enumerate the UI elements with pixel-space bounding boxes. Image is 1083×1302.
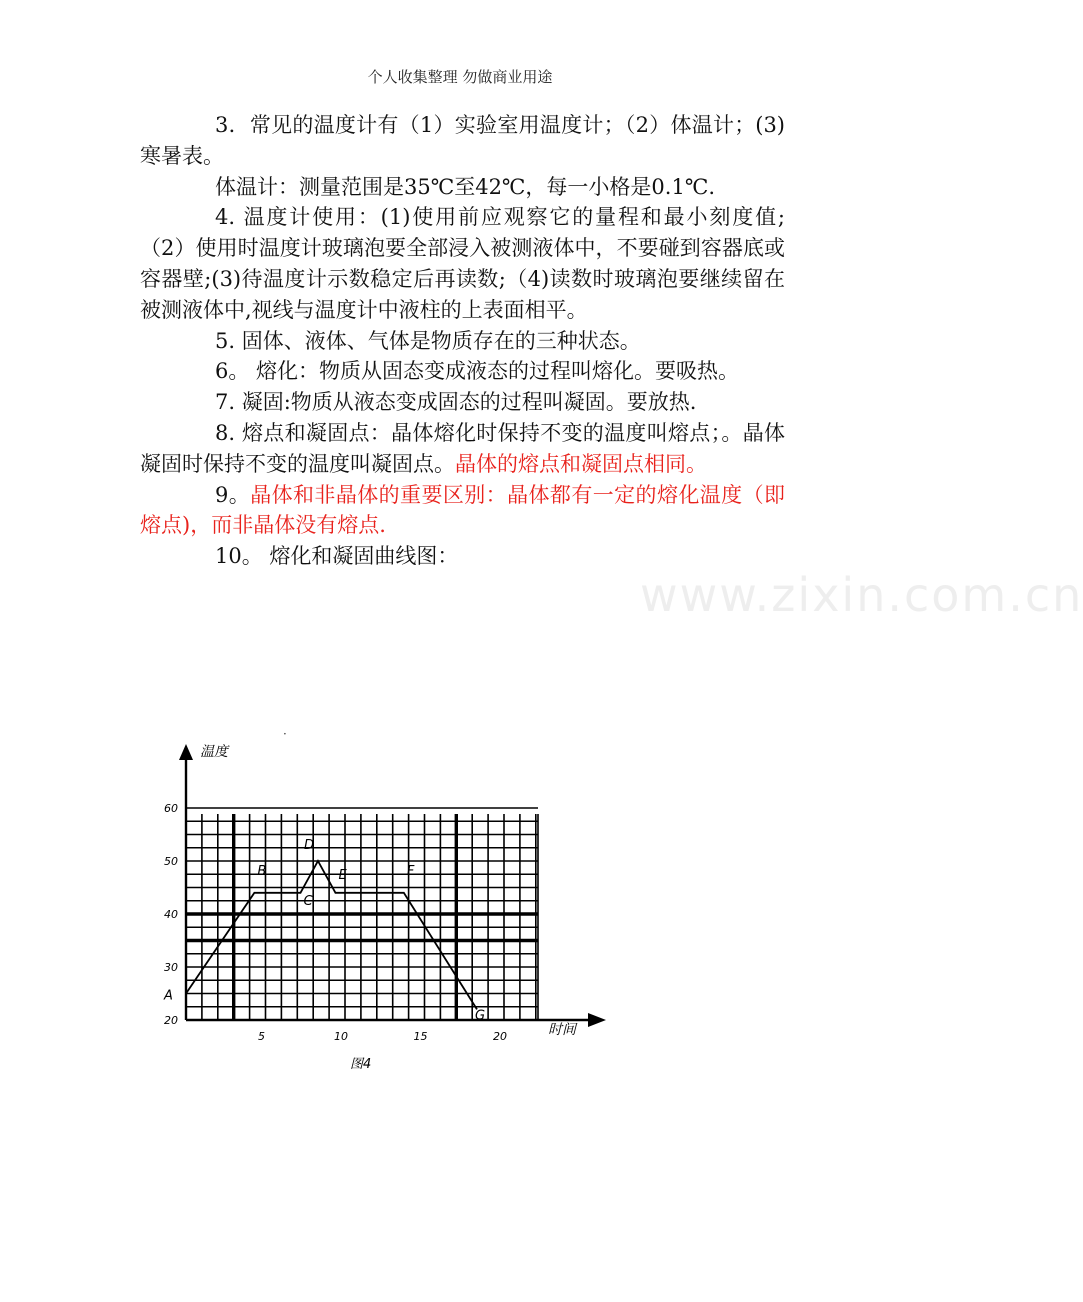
- paragraph-9: [140, 480, 785, 542]
- point-label-b: B: [257, 863, 267, 879]
- point-label-e: E: [338, 867, 347, 883]
- chart-grid: [186, 808, 538, 1020]
- y-tick-label: 50: [164, 855, 178, 868]
- paragraph-4: 4. 温度计使用：(1)使用前应观察它的量程和最小刻度值;（2）使用时温度计玻璃泡要全部浸入被测液体中，不要碰到容器底或容器壁;(3)待温度计示数稳定后再读数;（4)读数时玻璃泡要继续留在被测液体中,视线与温度计中液柱的上表面相平。: [140, 205, 785, 322]
- melting-curve: [186, 861, 477, 1009]
- y-tick-label: 30: [164, 961, 178, 974]
- x-tick-label: 10: [334, 1030, 348, 1043]
- y-tick-label: 20: [164, 1014, 178, 1027]
- paragraph-9-number: 9。: [215, 482, 251, 507]
- paragraph-6: 6。 熔化：物质从固态变成液态的过程叫熔化。要吸热。: [215, 359, 740, 384]
- point-label-g: G: [474, 1008, 486, 1024]
- point-label-a: A: [164, 988, 173, 1004]
- point-label-f: F: [406, 863, 415, 879]
- y-axis-arrow: [179, 744, 193, 760]
- paragraph-7: 7. 凝固:物质从液态变成固态的过程叫凝固。要放热.: [215, 390, 697, 415]
- x-tick-label: 20: [493, 1030, 507, 1043]
- watermark: www.zixin.com.cn: [640, 568, 1083, 622]
- paragraph-8-text: 8. 熔点和凝固点：晶体熔化时保持不变的温度叫熔点；。晶体凝固时保持不变的温度叫凝固点。: [140, 420, 785, 476]
- paragraph-8-highlight: 晶体的熔点和凝固点相同。: [455, 451, 707, 476]
- paragraph-9-highlight: 晶体和非晶体的重要区别：晶体都有一定的熔化温度（即熔点)，而非晶体没有熔点.: [140, 482, 785, 538]
- point-label-c: C: [303, 893, 313, 909]
- chart-line: [186, 861, 477, 1009]
- melting-curve-chart: [150, 730, 620, 1080]
- paragraph-8: [140, 418, 785, 480]
- page-header: 个人收集整理 勿做商业用途: [367, 68, 553, 86]
- chart-caption: 图4: [350, 1057, 372, 1072]
- y-axis-label: 温度: [200, 744, 228, 760]
- x-axis-arrow: [588, 1013, 606, 1027]
- chart-labels: [163, 744, 578, 1072]
- document-body: [140, 110, 785, 572]
- paragraph-3b: 体温计：测量范围是35℃至42℃，每一小格是0.1℃.: [215, 174, 715, 199]
- paragraph-5: 5. 固体、液体、气体是物质存在的三种状态。: [215, 328, 641, 353]
- x-tick-label: 5: [258, 1030, 265, 1043]
- point-label-d: D: [303, 838, 314, 853]
- paragraph-3a: 3．常见的温度计有（1）实验室用温度计；（2）体温计；(3)寒暑表。: [140, 113, 785, 168]
- x-axis-label: 时间: [548, 1022, 576, 1038]
- stray-dot: ·: [283, 727, 287, 741]
- y-tick-label: 40: [164, 908, 178, 921]
- x-tick-label: 15: [413, 1030, 428, 1043]
- paragraph-10: 10。 熔化和凝固曲线图：: [215, 544, 459, 569]
- y-tick-label: 60: [164, 802, 178, 815]
